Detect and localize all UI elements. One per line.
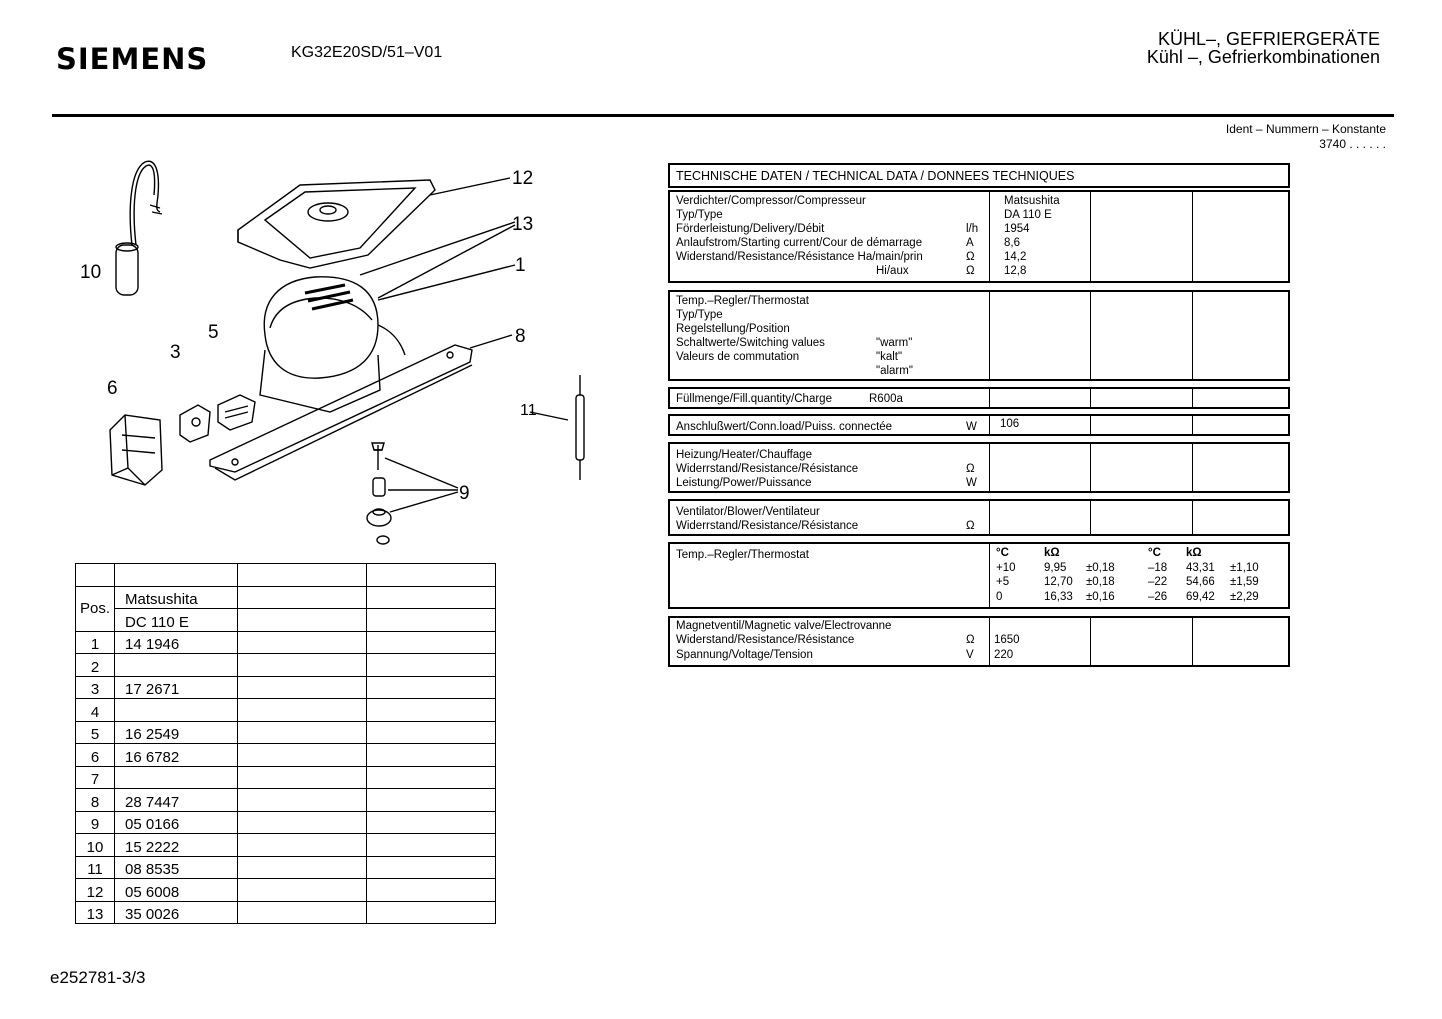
starting-current-unit: A [966,237,974,249]
thermostat-value-row [996,590,1259,605]
part-number: 35 0026 [115,901,238,924]
thermostat-section [668,290,1290,381]
heater-power-unit: W [966,477,977,489]
manufacturer-cell: Matsushita [115,586,238,609]
part-number [115,766,238,789]
part-number [115,654,238,677]
exploded-parts-diagram [60,150,620,560]
part-number: 28 7447 [115,789,238,812]
temp-value: –22 [1148,576,1168,589]
callout-1: 1 [515,255,526,276]
pos-number: 8 [76,789,115,812]
valve-label: Magnetventil/Magnetic valve/Electrovanne [676,620,892,632]
ident-value: 3740 . . . . . . [1319,137,1386,151]
pos-number: 6 [76,744,115,767]
part-number: 15 2222 [115,834,238,857]
charge-section [668,387,1290,409]
starting-current-label: Anlaufstrom/Starting current/Cour de démarrage [676,237,923,249]
fan-resistance-unit: Ω [966,520,975,532]
callout-5: 5 [208,322,219,343]
thermostat-value-row [996,561,1259,576]
category-line-2: Kühl –, Gefrierkombinationen [1146,47,1380,67]
ident-block [1226,122,1386,152]
pos-number: 1 [76,631,115,654]
thermostat-value-row [996,575,1259,590]
fan-resistance-label: Widerrstand/Resistance/Résistance [676,520,859,532]
valve-voltage-label: Spannung/Voltage/Tension [676,649,813,661]
callout-11: 12 [512,168,534,189]
kohm-value: 54,66 [1186,576,1215,589]
header-rule [52,114,1394,117]
resistance-main-label: Widerstand/Resistance/Résistance Ha/main/prin [676,251,923,263]
valve-section [668,616,1290,667]
heater-section [668,442,1290,493]
tolerance-value: ±0,16 [1086,590,1115,603]
kohm-value: 9,95 [1044,561,1067,574]
delivery-value: 1954 [1004,223,1030,235]
pos-number: 4 [76,699,115,722]
temp-value: +5 [996,576,1010,589]
compressor-model-cell: DC 110 E [115,609,238,632]
table-row [76,811,496,834]
relay-box-part [110,415,162,485]
kohm-header: kΩ [1044,547,1060,560]
table-row [76,901,496,924]
pos-number: 7 [76,766,115,789]
conn-load-unit: W [966,421,977,433]
filter-drier-part [576,375,584,480]
temp-value: 0 [996,590,1003,603]
resistance-aux-unit: Ω [966,265,975,277]
brand-logo: SIEMENS [56,42,209,76]
thermostat-value-grid [996,546,1259,604]
part-number: 17 2671 [115,676,238,699]
model-number: KG32E20SD/51–V01 [291,44,443,61]
callout-12: 13 [512,214,534,235]
resistance-aux-value: 12,8 [1004,265,1027,277]
table-row [76,834,496,857]
resistance-main-value: 14,2 [1004,251,1027,263]
fan-section [668,499,1290,536]
protector-part [218,395,255,430]
valve-resistance-label: Widerstand/Resistance/Résistance [676,634,855,646]
commutation-label: Valeurs de commutation [676,351,800,363]
part-number: 08 8535 [115,856,238,879]
tech-title: TECHNISCHE DATEN / TECHNICAL DATA / DONNEES TECHNIQUES [676,169,1075,183]
table-row [76,789,496,812]
callout-8: 8 [515,326,526,347]
kohm-value: 16,33 [1044,590,1073,603]
temp-header: °C [996,547,1009,560]
table-row [76,744,496,767]
pos-number: 12 [76,879,115,902]
capacitor-part [116,161,162,295]
temp-value: +10 [996,561,1016,574]
pos-number: 9 [76,811,115,834]
tolerance-value: ±1,10 [1230,561,1259,574]
resistance-aux-label: Hi/aux [876,265,909,277]
tech-title-box [668,163,1290,188]
pos-number: 10 [76,834,115,857]
kohm-value: 69,42 [1186,590,1215,603]
table-row [76,856,496,879]
table-row [76,721,496,744]
clip-part [180,405,210,442]
temp-value: –18 [1148,561,1168,574]
thermostat-label: Temp.–Regler/Thermostat [676,295,809,307]
table-row [76,699,496,722]
callout-9: 9 [459,483,470,504]
part-number: 16 2549 [115,721,238,744]
tolerance-value: ±2,29 [1230,590,1259,603]
kohm-value: 43,31 [1186,561,1215,574]
ident-label: Ident – Nummern – Konstante [1225,122,1386,136]
compressor-tray-part [238,180,435,268]
thermostat-type-label: Typ/Type [676,309,723,321]
table-row [76,676,496,699]
delivery-label: Förderleistung/Delivery/Débit [676,223,825,235]
table-row [76,879,496,902]
valve-voltage-unit: V [966,649,974,661]
valve-resistance-value: 1650 [994,634,1020,646]
charge-label: Füllmenge/Fill.quantity/Charge [676,393,832,405]
refrigerant-value: R600a [869,393,903,405]
compressor-make: Matsushita [1004,195,1060,207]
thermostat2-label: Temp.–Regler/Thermostat [676,549,809,561]
pos-number: 2 [76,654,115,677]
table-row [76,654,496,677]
conn-load-section [668,414,1290,436]
callout-6: 6 [107,378,118,399]
tolerance-value: ±0,18 [1086,561,1115,574]
part-number: 16 6782 [115,744,238,767]
pos-number: 13 [76,901,115,924]
fan-label: Ventilator/Blower/Ventilateur [676,506,820,518]
compressor-type: DA 110 E [1004,209,1052,221]
compressor-section [668,190,1290,283]
callout-10: 10 [80,262,102,283]
switching-values-label: Schaltwerte/Switching values [676,337,825,349]
heater-power-label: Leistung/Power/Puissance [676,477,812,489]
compressor-part [260,277,405,412]
heater-resistance-label: Widerrstand/Resistance/Résistance [676,463,859,475]
heater-resistance-unit: Ω [966,463,975,475]
tolerance-value: ±0,18 [1086,576,1115,589]
conn-load-value: 106 [1000,418,1020,430]
conn-load-label: Anschlußwert/Conn.load/Puiss. connectée [676,421,893,433]
warm-label: "warm" [876,337,913,349]
document-id: e252781-3/3 [50,968,146,987]
thermostat-values-section [668,542,1290,609]
part-number-table [75,563,496,924]
kohm-header-2: kΩ [1186,547,1202,560]
callout-13: 11 [520,402,537,419]
part-number: 05 6008 [115,879,238,902]
kalt-label: "kalt" [876,351,903,363]
pos-number: 5 [76,721,115,744]
delivery-unit: l/h [966,223,979,235]
temp-value: –26 [1148,590,1168,603]
pos-header: Pos. [76,586,115,631]
table-row [76,631,496,654]
mounting-parts [367,443,391,544]
part-number: 05 0166 [115,811,238,834]
resistance-main-unit: Ω [966,251,975,263]
part-number [115,699,238,722]
pos-number: 11 [76,856,115,879]
compressor-label: Verdichter/Compressor/Compresseur [676,195,866,207]
part-number: 14 1946 [115,631,238,654]
starting-current-value: 8,6 [1004,237,1020,249]
tolerance-value: ±1,59 [1230,576,1259,589]
callout-3: 3 [170,342,181,363]
heater-label: Heizung/Heater/Chauffage [676,449,812,461]
position-label: Regelstellung/Position [676,323,790,335]
valve-voltage-value: 220 [994,649,1014,661]
temp-header-2: °C [1148,547,1161,560]
category-line-1: KÜHL–, GEFRIERGERÄTE [1157,29,1380,49]
alarm-label: "alarm" [876,365,913,377]
kohm-value: 12,70 [1044,576,1073,589]
valve-resistance-unit: Ω [966,634,975,646]
pos-number: 3 [76,676,115,699]
table-row [76,766,496,789]
category [1147,30,1380,66]
base-plate-part [210,345,472,480]
compressor-type-label: Typ/Type [676,209,723,221]
